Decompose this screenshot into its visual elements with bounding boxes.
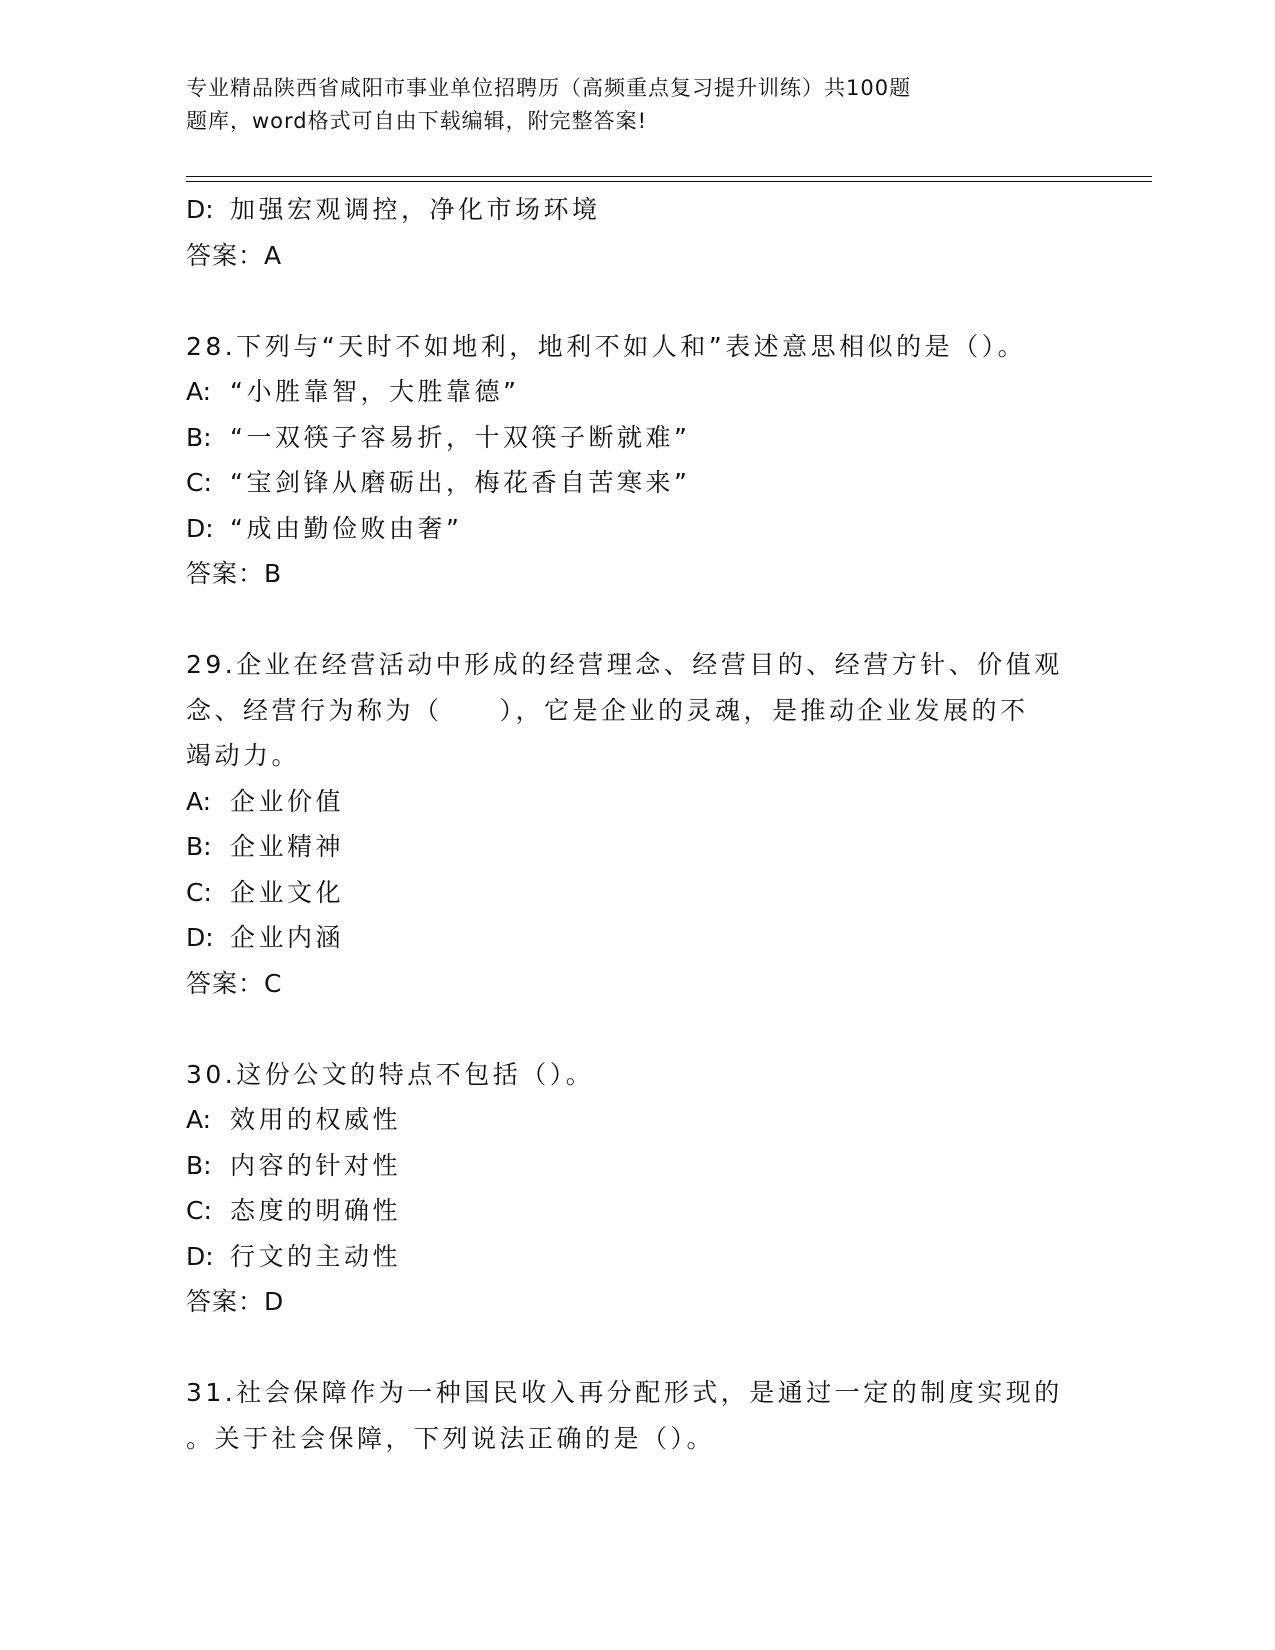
option-text: 企业价值 bbox=[230, 786, 345, 816]
option-row bbox=[186, 415, 1086, 461]
option-text: 内容的针对性 bbox=[230, 1150, 402, 1180]
option-label: B: bbox=[186, 1150, 212, 1180]
option-text: “小胜靠智，大胜靠德” bbox=[230, 377, 520, 406]
question-stem-line: 29.企业在经营活动中形成的经营理念、经营目的、经营方针、价值观 bbox=[186, 650, 1063, 679]
option-text: “宝剑锋从磨砺出，梅花香自苦寒来” bbox=[230, 468, 691, 497]
option-label: C: bbox=[186, 877, 212, 907]
answer-line: 答案：A bbox=[186, 240, 283, 270]
option-label: A: bbox=[186, 377, 212, 406]
option-label: D: bbox=[186, 513, 214, 543]
option-row bbox=[186, 187, 1086, 233]
option-text: 态度的明确性 bbox=[230, 1196, 402, 1225]
answer-line: 答案：D bbox=[186, 1287, 285, 1316]
option-label: C: bbox=[186, 1196, 212, 1225]
question-30 bbox=[186, 1052, 1086, 1325]
option-row bbox=[186, 1234, 1086, 1280]
option-label: B: bbox=[186, 422, 212, 452]
option-row bbox=[186, 870, 1086, 916]
option-label: B: bbox=[186, 832, 212, 861]
question-stem-line: 竭动力。 bbox=[186, 741, 301, 770]
option-label: C: bbox=[186, 468, 212, 497]
option-row bbox=[186, 506, 1086, 552]
option-label: D: bbox=[186, 195, 214, 224]
option-text: 加强宏观调控，净化市场环境 bbox=[230, 195, 601, 224]
header-line-2: 题库，word格式可自由下载编辑，附完整答案! bbox=[186, 109, 648, 133]
option-text: 企业内涵 bbox=[230, 923, 345, 952]
option-text: 行文的主动性 bbox=[230, 1241, 402, 1271]
option-text: “一双筷子容易折，十双筷子断就难” bbox=[230, 422, 691, 452]
option-row bbox=[186, 1143, 1086, 1189]
option-label: A: bbox=[186, 1105, 212, 1134]
document-header bbox=[186, 72, 1026, 138]
option-text: “成由勤俭败由奢” bbox=[230, 513, 463, 543]
header-divider-bottom bbox=[186, 181, 1152, 182]
header-divider-top bbox=[186, 176, 1152, 177]
option-text: 企业文化 bbox=[230, 877, 345, 907]
header-line-1: 专业精品陕西省咸阳市事业单位招聘历（高频重点复习提升训练）共100题 bbox=[186, 76, 912, 100]
question-content bbox=[186, 187, 1086, 1461]
option-row bbox=[186, 460, 1086, 506]
option-text: 效用的权威性 bbox=[230, 1105, 402, 1134]
answer-line: 答案：B bbox=[186, 559, 283, 588]
option-row bbox=[186, 779, 1086, 825]
option-row bbox=[186, 1097, 1086, 1143]
question-stem-line: 28.下列与“天时不如地利，地利不如人和”表述意思相似的是（）。 bbox=[186, 331, 1027, 361]
option-row bbox=[186, 824, 1086, 870]
answer-line: 答案：C bbox=[186, 968, 283, 998]
question-31 bbox=[186, 1370, 1086, 1461]
option-label: D: bbox=[186, 923, 214, 952]
question-gap bbox=[186, 1325, 1086, 1371]
question-stem-line: 念、经营行为称为（ ），它是企业的灵魂，是推动企业发展的不 bbox=[186, 695, 1029, 725]
question-gap bbox=[186, 278, 1086, 324]
question-stem-line: 。关于社会保障，下列说法正确的是（）。 bbox=[186, 1423, 716, 1453]
option-label: A: bbox=[186, 786, 212, 816]
question-stem-line: 30.这份公文的特点不包括（）。 bbox=[186, 1059, 595, 1089]
option-text: 企业精神 bbox=[230, 832, 345, 861]
option-row bbox=[186, 915, 1086, 961]
question-gap bbox=[186, 597, 1086, 643]
question-gap bbox=[186, 1006, 1086, 1052]
option-label: D: bbox=[186, 1241, 214, 1271]
option-row bbox=[186, 369, 1086, 415]
question-29 bbox=[186, 642, 1086, 1006]
question-stem-line: 31.社会保障作为一种国民收入再分配形式，是通过一定的制度实现的 bbox=[186, 1378, 1063, 1407]
question-28 bbox=[186, 324, 1086, 597]
option-row bbox=[186, 1188, 1086, 1234]
